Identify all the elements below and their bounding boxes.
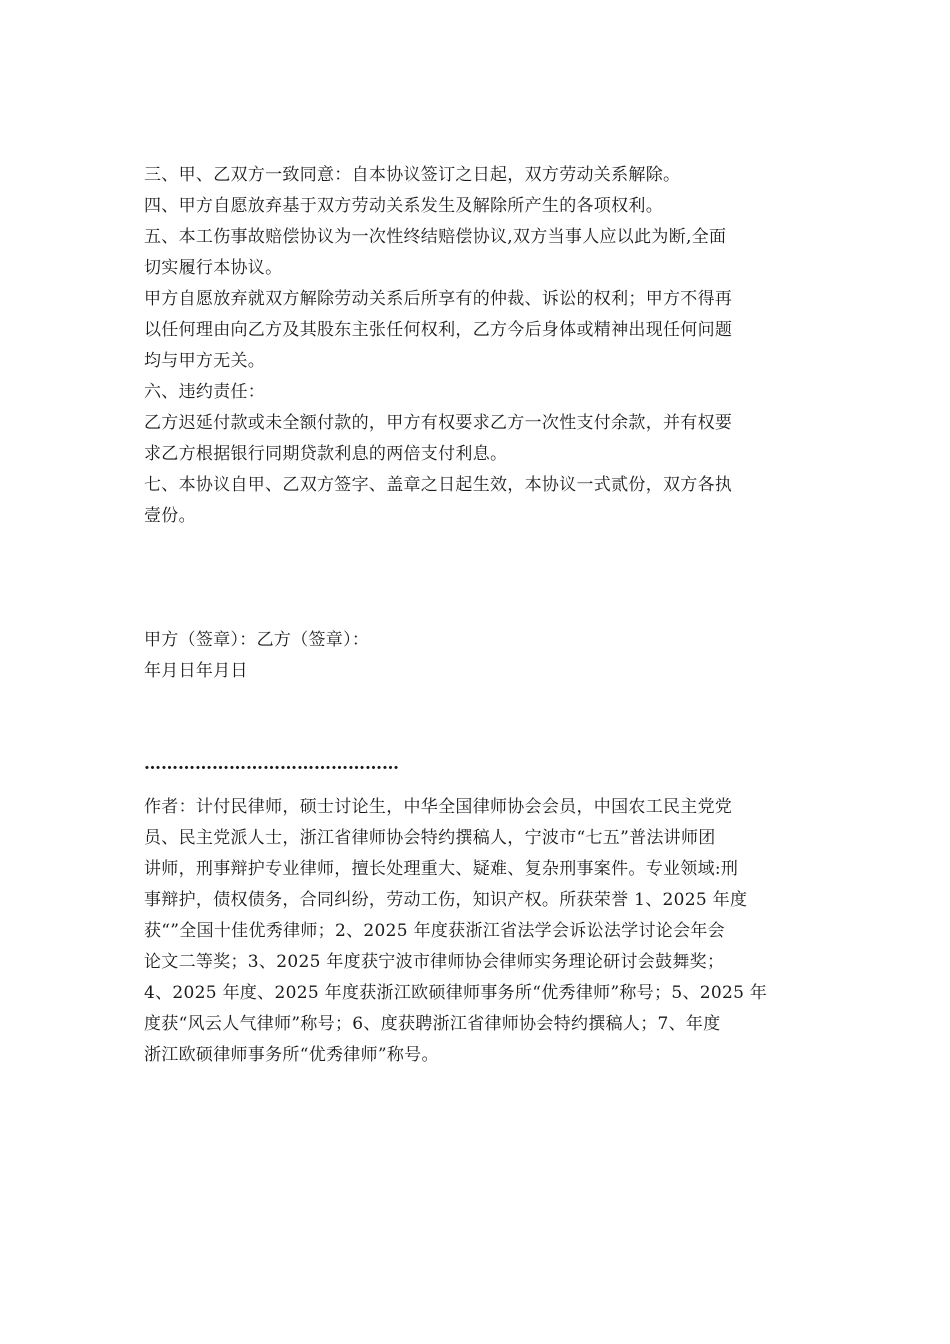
spacer [144,532,810,625]
author-bio-line-5: 获“”全国十佳优秀律师；2、2025 年度获浙江省法学会诉讼法学讨论会年会 [144,921,725,941]
separator-block [144,749,810,780]
clause-5-line-2: 切实履行本协议。 [144,258,283,278]
clause-4-text: 四、甲方自愿放弃基于双方劳动关系发生及解除所产生的各项权利。 [144,196,663,216]
clause-7 [144,470,810,532]
document-body [144,160,810,1071]
waiver-line-3: 均与甲方无关。 [144,351,266,371]
dotted-separator: ……………………………………… [144,754,399,774]
clause-5 [144,222,810,284]
author-bio-line-8: 度获“风云人气律师”称号；6、度获聘浙江省律师协会特约撰稿人；7、年度 [144,1014,721,1034]
waiver-paragraph [144,284,810,377]
signature-dates: 年月日年月日 [144,661,248,681]
waiver-line-1: 甲方自愿放弃就双方解除劳动关系后所享有的仲裁、诉讼的权利；甲方不得再 [144,289,733,309]
clause-4 [144,191,810,222]
waiver-line-2: 以任何理由向乙方及其股东主张任何权利，乙方今后身体或精神出现任何问题 [144,320,733,340]
clause-7-line-1: 七、本协议自甲、乙双方签字、盖章之日起生效，本协议一式贰份，双方各执 [144,475,733,495]
clause-6-title: 六、违约责任： [144,382,266,402]
clause-3-text: 三、甲、乙双方一致同意：自本协议签订之日起，双方劳动关系解除。 [144,165,681,185]
clause-6-line-1: 乙方迟延付款或未全额付款的，甲方有权要求乙方一次性支付余款，并有权要 [144,413,733,433]
author-bio-line-3: 讲师，刑事辩护专业律师，擅长处理重大、疑难、复杂刑事案件。专业领域:刑 [144,859,739,879]
clause-3 [144,160,810,191]
author-bio-line-9: 浙江欧硕律师事务所“优秀律师”称号。 [144,1045,439,1065]
signature-block [144,625,810,687]
signature-parties: 甲方（签章）：乙方（签章）： [144,630,370,650]
clause-7-line-2: 壹份。 [144,506,196,526]
spacer [144,687,810,749]
author-bio-line-2: 员、民主党派人士，浙江省律师协会特约撰稿人，宁波市“七五”普法讲师团 [144,828,716,848]
clause-6 [144,377,810,470]
clause-6-line-2: 求乙方根据银行同期贷款利息的两倍支付利息。 [144,444,508,464]
author-bio-line-4: 事辩护，债权债务，合同纠纷，劳动工伤，知识产权。所获荣誉 1、2025 年度 [144,890,748,910]
author-bio [144,792,810,1071]
author-bio-line-6: 论文二等奖；3、2025 年度获宁波市律师协会律师实务理论研讨会鼓舞奖； [144,952,725,972]
author-bio-line-7: 4、2025 年度、2025 年度获浙江欧硕律师事务所“优秀律师”称号；5、2025 年 [144,983,768,1003]
author-bio-line-1: 作者：计付民律师，硕士讨论生，中华全国律师协会会员，中国农工民主党党 [144,797,733,817]
clause-5-line-1: 五、本工伤事故赔偿协议为一次性终结赔偿协议,双方当事人应以此为断,全面 [144,227,727,247]
